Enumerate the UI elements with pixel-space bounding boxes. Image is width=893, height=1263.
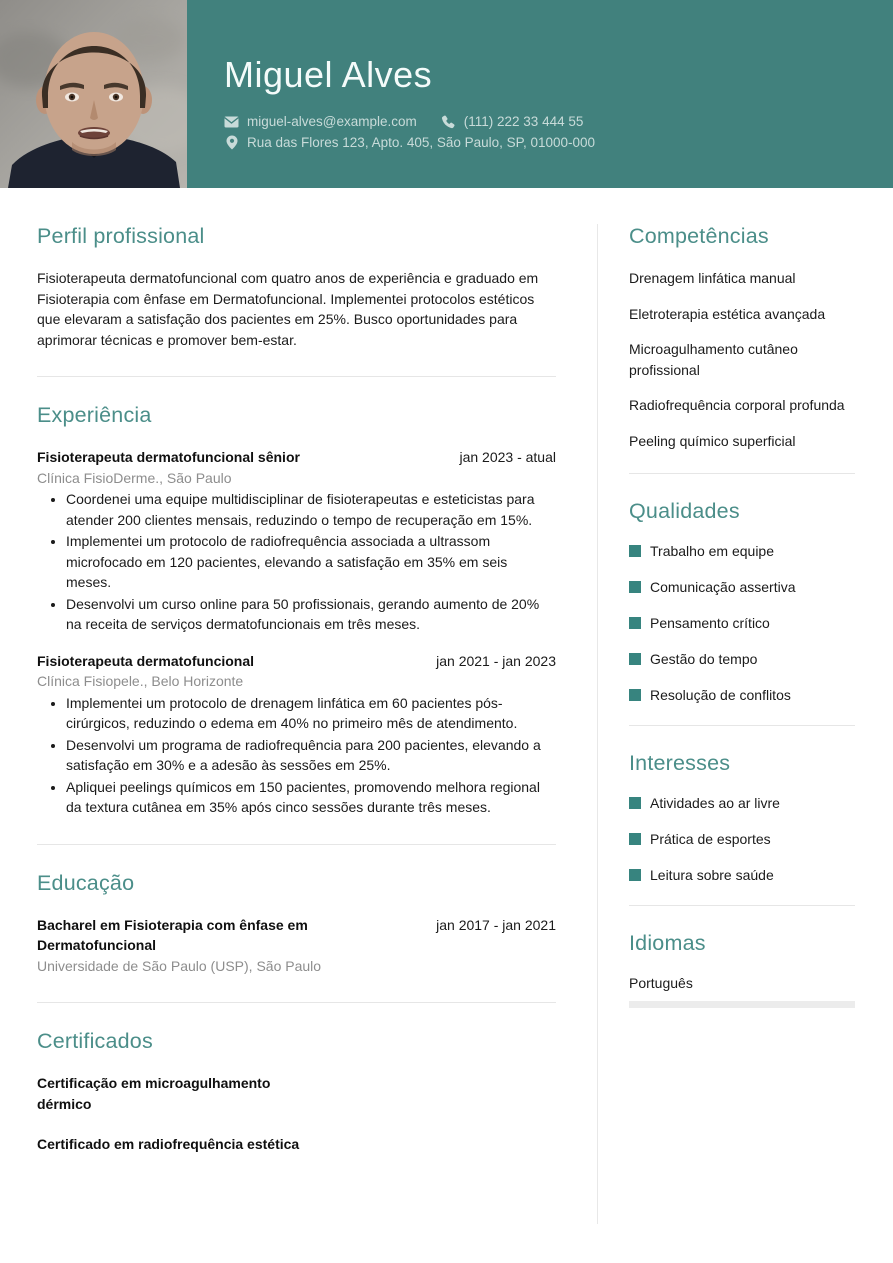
experience-section-title: Experiência: [37, 403, 152, 427]
quality-item: [629, 579, 855, 595]
square-bullet-icon: [629, 617, 641, 629]
resume-header: [0, 0, 893, 188]
quality-label: Gestão do tempo: [650, 651, 758, 667]
education-section-title: Educação: [37, 870, 135, 895]
section-qualities: [629, 499, 855, 726]
interest-label: Atividades ao ar livre: [650, 795, 780, 811]
phone-item: [441, 114, 584, 129]
achievement-item: • Coordenei uma equipe multidisciplinar de fisioterapeutas e esteticistas para atender 200 clientes mensais, reduzindo o tempo de recuperação em 15%.: [66, 489, 556, 530]
envelope-icon: [224, 114, 239, 129]
skills-section-title: Competências: [629, 224, 769, 248]
job-title: Fisioterapeuta dermatofuncional: [37, 652, 255, 669]
achievement-item: • Apliquei peelings químicos em 150 pacientes, promovendo melhora regional da textura cutânea em 35% após cinco sessões durante três meses.: [66, 777, 556, 818]
certificates-section-title: Certificados: [37, 1029, 153, 1053]
contact-row-2: [224, 135, 595, 150]
skill-item: Radiofrequência corporal profunda: [629, 397, 845, 413]
skill-item: Drenagem linfática manual: [629, 270, 796, 286]
interest-label: Prática de esportes: [650, 831, 771, 847]
map-pin-icon: [224, 135, 239, 150]
square-bullet-icon: [629, 581, 641, 593]
quality-item: [629, 543, 855, 559]
email-item: [224, 114, 417, 129]
quality-label: Resolução de conflitos: [650, 687, 791, 703]
degree-title: Bacharel em Fisioterapia com ênfase em Dermatofuncional: [37, 916, 308, 953]
achievement-item: • Desenvolvi um programa de radiofrequência para 200 pacientes, elevando a satisfação em 30% e a adesão às sessões em 25%.: [66, 735, 556, 776]
experience-entry-header: [37, 651, 556, 672]
interests-section-title: Interesses: [629, 751, 731, 775]
quality-item: [629, 615, 855, 631]
section-experience: [37, 403, 556, 845]
education-entry-header: [37, 915, 556, 956]
job-title: Fisioterapeuta dermatofuncional sênior: [37, 449, 300, 465]
section-skills: [629, 224, 855, 474]
quality-label: Comunicação assertiva: [650, 579, 796, 595]
qualities-section-title: Qualidades: [629, 499, 740, 523]
portrait-illustration: [0, 0, 187, 188]
address-item: [224, 135, 595, 150]
interest-item: [629, 867, 855, 883]
achievement-item: • Implementei um protocolo de drenagem linfática em 60 pacientes pós-cirúrgicos, reduzindo o edema em 40% no primeiro mês de atendimento.: [66, 693, 556, 734]
section-interests: [629, 751, 855, 906]
sidebar-column: [597, 224, 855, 1224]
header-content: [187, 0, 595, 188]
languages-section-title: Idiomas: [629, 931, 706, 955]
experience-entry-header: [37, 447, 556, 468]
skill-item: Microagulhamento cutâneo profissional: [629, 341, 798, 378]
square-bullet-icon: [629, 545, 641, 557]
experience-entry: [37, 651, 556, 818]
square-bullet-icon: [629, 653, 641, 665]
job-dates: jan 2023 - atual: [459, 449, 556, 465]
language-name: Português: [629, 975, 693, 991]
interest-item: [629, 795, 855, 811]
email-text: miguel-alves@example.com: [247, 114, 417, 129]
section-languages: [629, 931, 855, 1008]
phone-text: (111) 222 33 444 55: [463, 114, 584, 129]
quality-item: [629, 687, 855, 703]
skill-item: Eletroterapia estética avançada: [629, 305, 826, 322]
address-text: Rua das Flores 123, Apto. 405, São Paulo, SP, 01000-000: [247, 135, 596, 150]
profile-summary: Fisioterapeuta dermatofuncional com quatro anos de experiência e graduado em Fisioterapia com ênfase em Dermatofuncional. Implementei protocolos estéticos que elevaram a satisfação dos pacientes em 25%. Busco oportunidades para aprimorar técnicas e promover bem-estar.: [37, 270, 539, 348]
quality-label: Pensamento crítico: [650, 615, 770, 631]
language-level-bar: [629, 1001, 855, 1008]
certificate-item: Certificado em radiofrequência estética: [37, 1136, 300, 1152]
job-dates: jan 2021 - jan 2023: [436, 652, 556, 669]
quality-label: Trabalho em equipe: [650, 543, 775, 559]
interest-label: Leitura sobre saúde: [650, 867, 774, 883]
square-bullet-icon: [629, 689, 641, 701]
main-column: [37, 224, 556, 1224]
contact-info: [224, 114, 595, 150]
quality-item: [629, 651, 855, 667]
skill-item: Peeling químico superficial: [629, 432, 796, 449]
job-organization: Clínica Fisiopele., Belo Horizonte: [37, 673, 244, 689]
contact-row-1: [224, 114, 595, 129]
square-bullet-icon: [629, 797, 641, 809]
language-item: [629, 975, 855, 1008]
section-certificates: [37, 1029, 556, 1155]
school-name: Universidade de São Paulo (USP), São Paulo: [37, 957, 322, 974]
profile-photo: [0, 0, 187, 188]
person-name: Miguel Alves: [224, 54, 433, 95]
interest-item: [629, 831, 855, 847]
experience-entry: [37, 447, 556, 635]
certificate-item: Certificação em microagulhamento dérmico: [37, 1075, 271, 1112]
profile-section-title: Perfil profissional: [37, 224, 205, 248]
square-bullet-icon: [629, 833, 641, 845]
section-profile: [37, 224, 556, 377]
section-education: [37, 871, 556, 1004]
resume-body: [0, 188, 893, 1224]
job-achievements: [37, 693, 556, 818]
achievement-item: • Implementei um protocolo de radiofrequência associada a ultrassom microfocado em 120 pacientes, elevando a satisfação em 35% em seis meses.: [66, 531, 556, 593]
square-bullet-icon: [629, 869, 641, 881]
phone-handset-icon: [441, 114, 456, 129]
job-achievements: [37, 489, 556, 635]
education-dates: jan 2017 - jan 2021: [436, 916, 556, 933]
education-entry: [37, 915, 556, 977]
job-organization: Clínica FisioDerme., São Paulo: [37, 469, 232, 486]
achievement-item: • Desenvolvi um curso online para 50 profissionais, gerando aumento de 20% na receita de serviços dermatofuncionais em três meses.: [66, 594, 556, 635]
